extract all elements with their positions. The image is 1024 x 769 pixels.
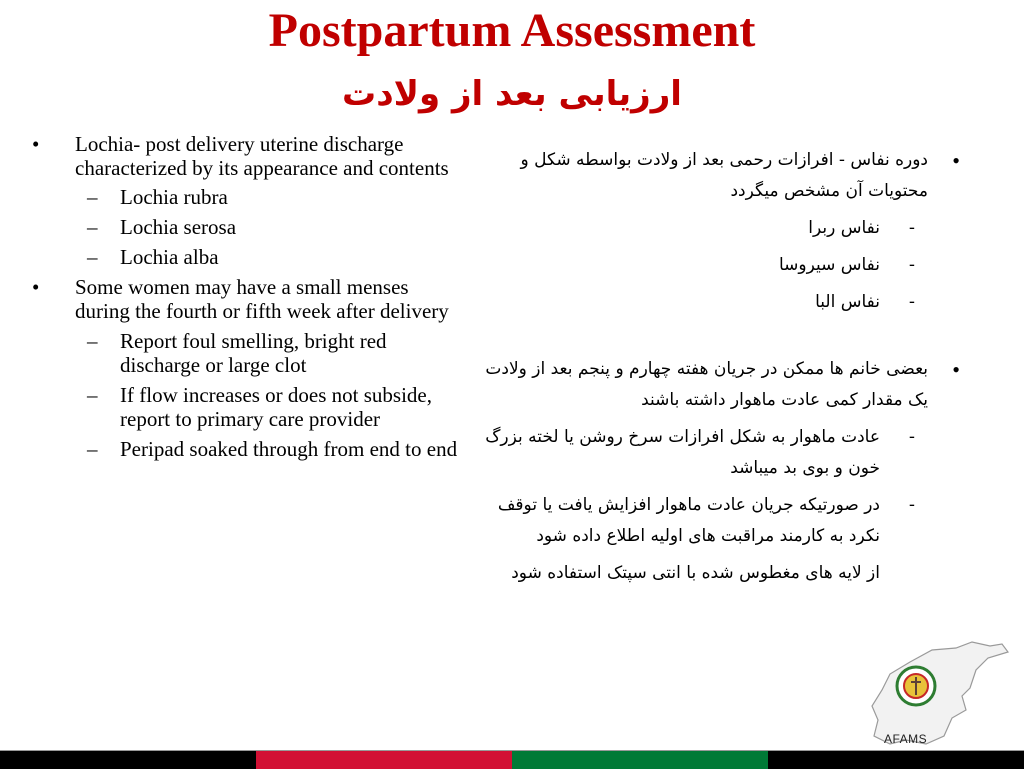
flag-red: [256, 751, 512, 769]
sub-bullet-foul-smell-fa: - عادت ماهوار به شکل افرازات سرخ روشن یا لخته بزرگ خون و بوی بد میباشد: [485, 427, 915, 478]
afams-logo-label: AFAMS: [884, 732, 928, 746]
sub-bullet-foul-smell: – Report foul smelling, bright red discharge or large clot: [87, 329, 387, 377]
sub-bullet-lochia-serosa-fa: - نفاس سیروسا: [778, 255, 915, 275]
sub-bullet-lochia-rubra: – Lochia rubra: [87, 185, 228, 209]
flag-stripe: [0, 750, 1024, 769]
bullet-marker: •: [952, 148, 960, 173]
sub-bullet-flow-increases: – If flow increases or does not subside, report to primary care provider: [87, 383, 433, 431]
bullet-lochia-fa: • دوره نفاس - افرازات رحمی بعد از ولادت بواسطه شکل و محتویات آن مشخص میگردد: [465, 145, 985, 207]
bullet-lochia: • Lochia- post delivery uterine discharge characterized by its appearance and contents: [32, 132, 449, 180]
flag-green: [512, 751, 768, 769]
bullet-small-menses-fa: • بعضی خانم ها ممکن در جریان هفته چهارم و پنجم بعد از ولادت یک مقدار کمی عادت ماهوار داشته باشند: [465, 354, 985, 416]
slide-subtitle-persian: ارزیابی بعد از ولادت: [342, 74, 682, 114]
bullet-marker: •: [32, 275, 40, 299]
sub-bullet-lochia-alba: – Lochia alba: [87, 245, 219, 269]
bullet-small-menses: • Some women may have a small menses during the fourth or fifth week after delivery: [32, 275, 449, 323]
bullet-marker: •: [952, 357, 960, 382]
bullet-marker: •: [32, 132, 40, 156]
english-content: [30, 132, 460, 468]
sub-bullet-lochia-rubra-fa: - نفاس ربرا: [808, 218, 915, 238]
sub-bullet-peripad: – Peripad soaked through from end to end: [87, 437, 458, 461]
spacer: [465, 324, 985, 354]
slide-title: Postpartum Assessment: [268, 4, 756, 57]
sub-bullet-flow-increases-fa: - در صورتیکه جریان عادت ماهوار افزایش یافت یا توقف نکرد به کارمند مراقبت های اولیه اطلاع داده شود: [497, 495, 915, 546]
sub-bullet-lochia-alba-fa: - نفاس البا: [815, 292, 915, 312]
persian-content: [465, 145, 985, 593]
flag-black-left: [0, 751, 256, 769]
map-outline: [872, 642, 1008, 744]
sub-bullet-lochia-serosa: – Lochia serosa: [87, 215, 237, 239]
flag-black-right: [768, 751, 1024, 769]
peripad-text-fa: از لایه های مغطوس شده با انتی سپتک استفاده شود: [511, 563, 880, 583]
